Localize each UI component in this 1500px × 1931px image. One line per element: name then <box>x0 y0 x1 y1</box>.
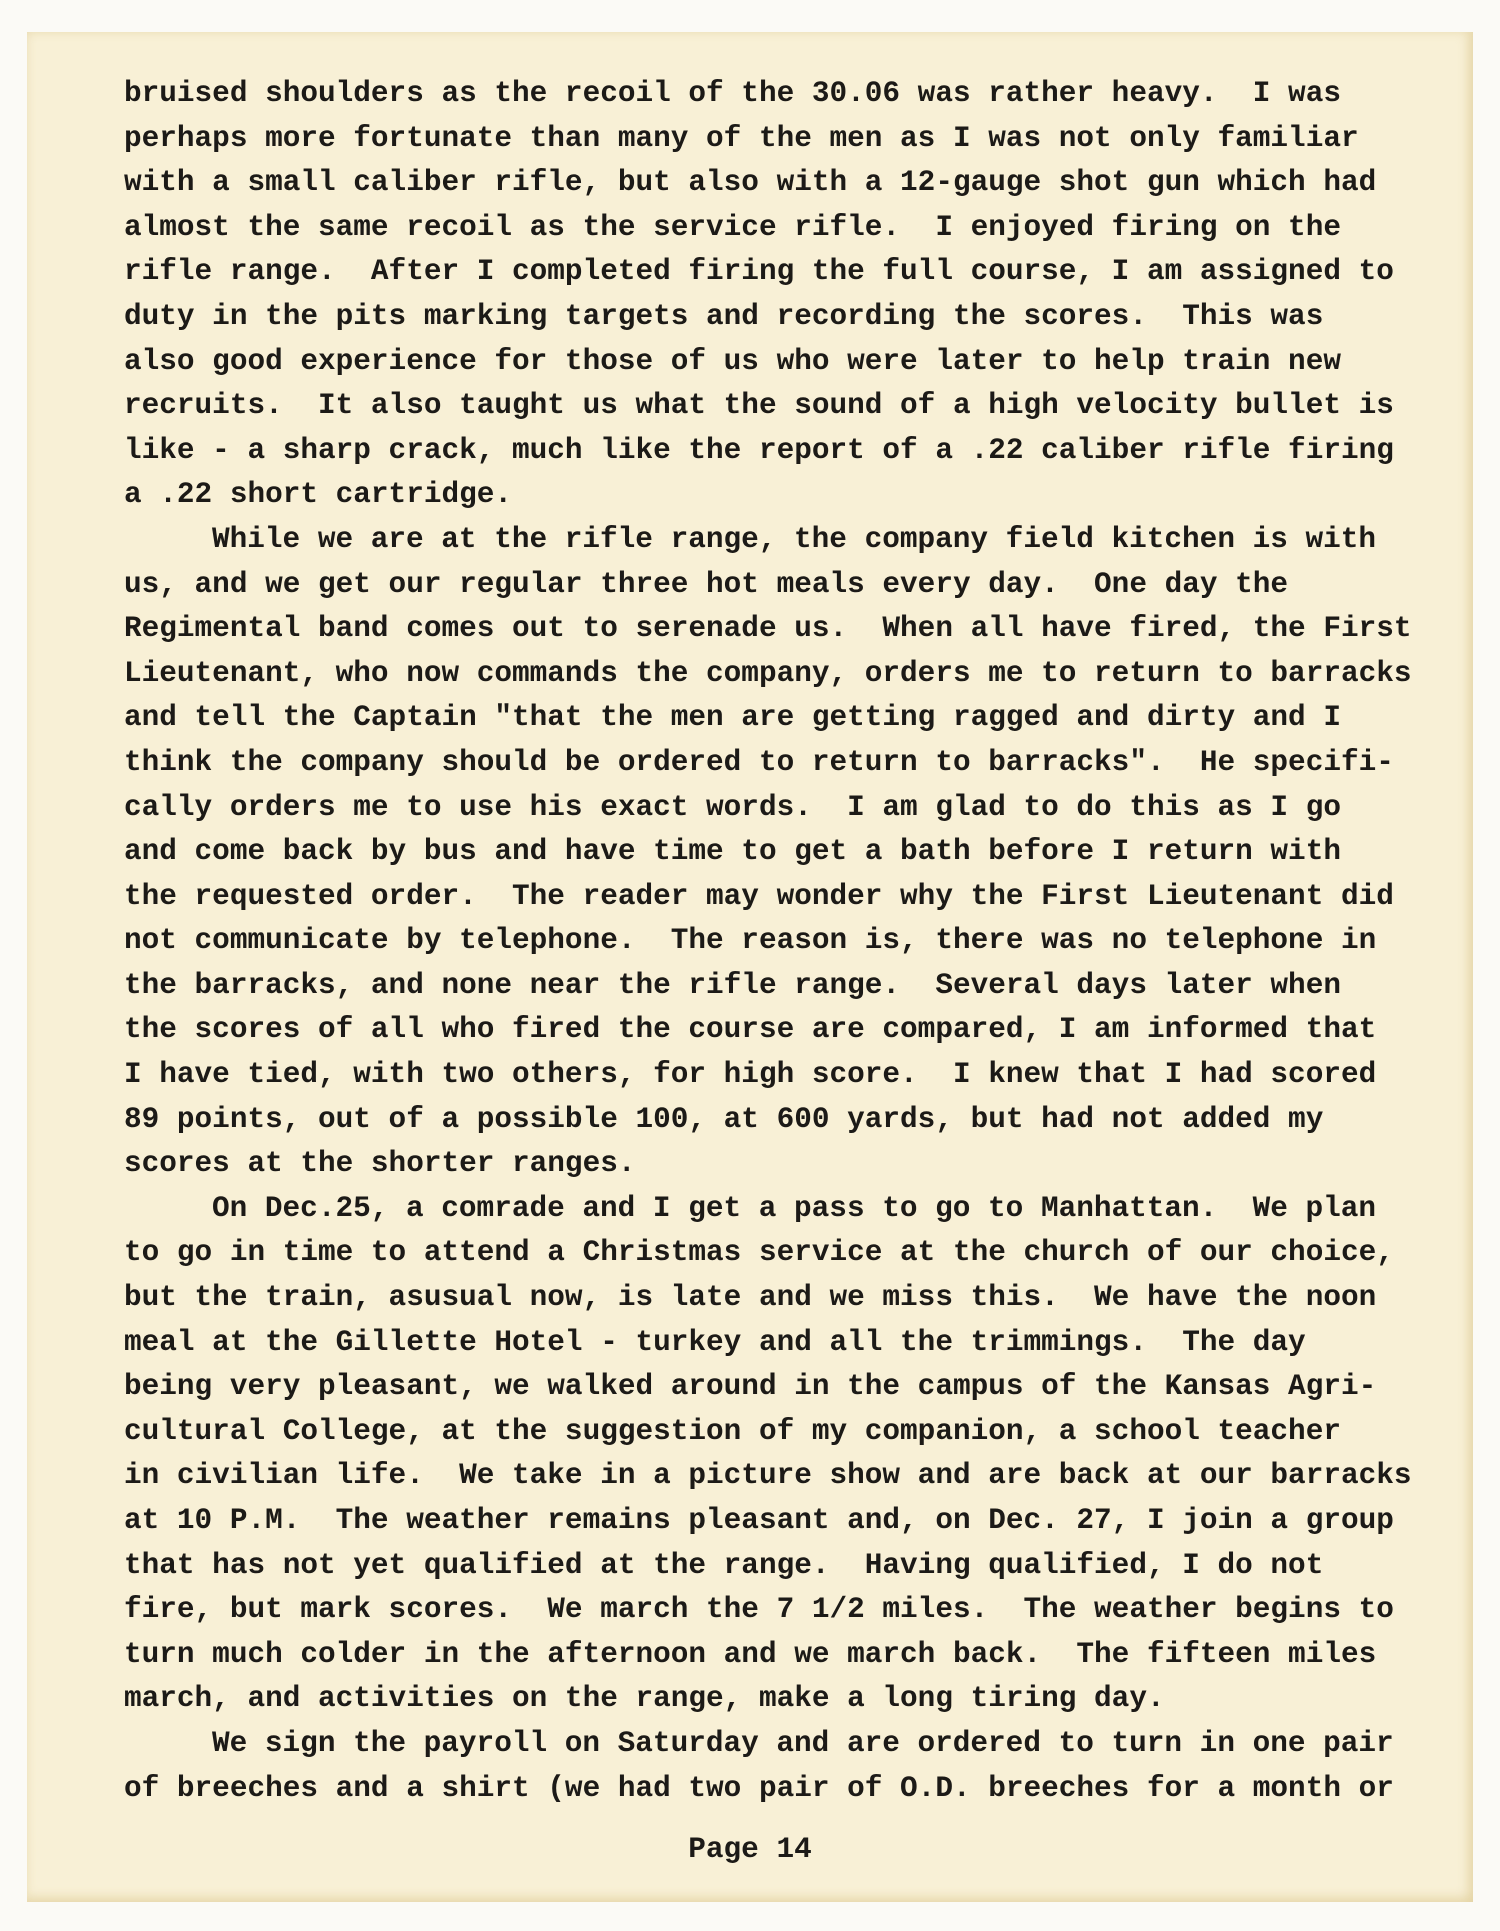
text-line: like - a sharp crack, much like the report of a .22 caliber rifle firing <box>124 433 1394 467</box>
text-line: also good experience for those of us who were later to help train new <box>124 344 1341 378</box>
text-line: cultural College, at the suggestion of my companion, a school teacher <box>124 1414 1341 1448</box>
text-line: While we are at the rifle range, the company field kitchen is with <box>212 522 1377 556</box>
body-text <box>124 72 1412 1811</box>
text-line: of breeches and a shirt (we had two pair of O.D. breeches for a month or <box>124 1771 1394 1805</box>
text-line: cally orders me to use his exact words. I am glad to do this as I go <box>124 790 1341 824</box>
text-line: in civilian life. We take in a picture show and are back at our barracks <box>124 1459 1412 1493</box>
text-line: bruised shoulders as the recoil of the 30.06 was rather heavy. I was <box>124 77 1341 110</box>
text-line: scores at the shorter ranges. <box>124 1147 636 1181</box>
text-line: fire, but mark scores. We march the 7 1/2 miles. The weather begins to <box>124 1593 1394 1627</box>
page-number: Page 14 <box>688 1833 812 1866</box>
text-line: to go in time to attend a Christmas service at the church of our choice, <box>124 1236 1394 1270</box>
text-line: recruits. It also taught us what the sound of a high velocity bullet is <box>124 389 1394 423</box>
text-line: that has not yet qualified at the range. Having qualified, I do not <box>124 1548 1324 1582</box>
text-line: rifle range. After I completed firing the full course, I am assigned to <box>124 255 1394 289</box>
text-line: On Dec.25, a comrade and I get a pass to go to Manhattan. We plan <box>212 1191 1377 1225</box>
text-line: I have tied, with two others, for high score. I knew that I had scored <box>124 1058 1377 1092</box>
text-line: We sign the payroll on Saturday and are ordered to turn in one pair <box>212 1726 1394 1760</box>
text-line: think the company should be ordered to return to barracks". He specifi- <box>124 745 1394 779</box>
text-line: not communicate by telephone. The reason is, there was no telephone in <box>124 924 1377 958</box>
text-line: duty in the pits marking targets and recording the scores. This was <box>124 299 1324 333</box>
text-line: and tell the Captain "that the men are getting ragged and dirty and I <box>124 701 1341 735</box>
text-line: march, and activities on the range, make a long tiring day. <box>124 1682 1165 1716</box>
text-line: 89 points, out of a possible 100, at 600 yards, but had not added my <box>124 1102 1324 1136</box>
text-line: the barracks, and none near the rifle range. Several days later when <box>124 968 1341 1002</box>
text-line: the requested order. The reader may wonder why the First Lieutenant did <box>124 879 1394 913</box>
text-line: Lieutenant, who now commands the company, orders me to return to barracks <box>124 656 1412 690</box>
text-line: being very pleasant, we walked around in the campus of the Kansas Agri- <box>124 1370 1377 1404</box>
typewritten-page <box>27 32 1473 1902</box>
text-line: with a small caliber rifle, but also with a 12-gauge shot gun which had <box>124 166 1377 200</box>
text-line: almost the same recoil as the service rifle. I enjoyed firing on the <box>124 210 1341 244</box>
text-line: us, and we get our regular three hot meals every day. One day the <box>124 567 1289 601</box>
text-line: but the train, asusual now, is late and we miss this. We have the noon <box>124 1281 1377 1315</box>
text-line: at 10 P.M. The weather remains pleasant and, on Dec. 27, I join a group <box>124 1504 1394 1537</box>
text-line: turn much colder in the afternoon and we march back. The fifteen miles <box>124 1637 1377 1671</box>
text-line: Regimental band comes out to serenade us. When all have fired, the First <box>124 612 1412 646</box>
text-line: meal at the Gillette Hotel - turkey and all the trimmings. The day <box>124 1325 1306 1359</box>
text-line: and come back by bus and have time to get a bath before I return with <box>124 835 1341 869</box>
text-line: the scores of all who fired the course are compared, I am informed that <box>124 1013 1377 1047</box>
text-line: a .22 short cartridge. <box>124 478 513 512</box>
text-line: perhaps more fortunate than many of the men as I was not only familiar <box>124 121 1359 155</box>
